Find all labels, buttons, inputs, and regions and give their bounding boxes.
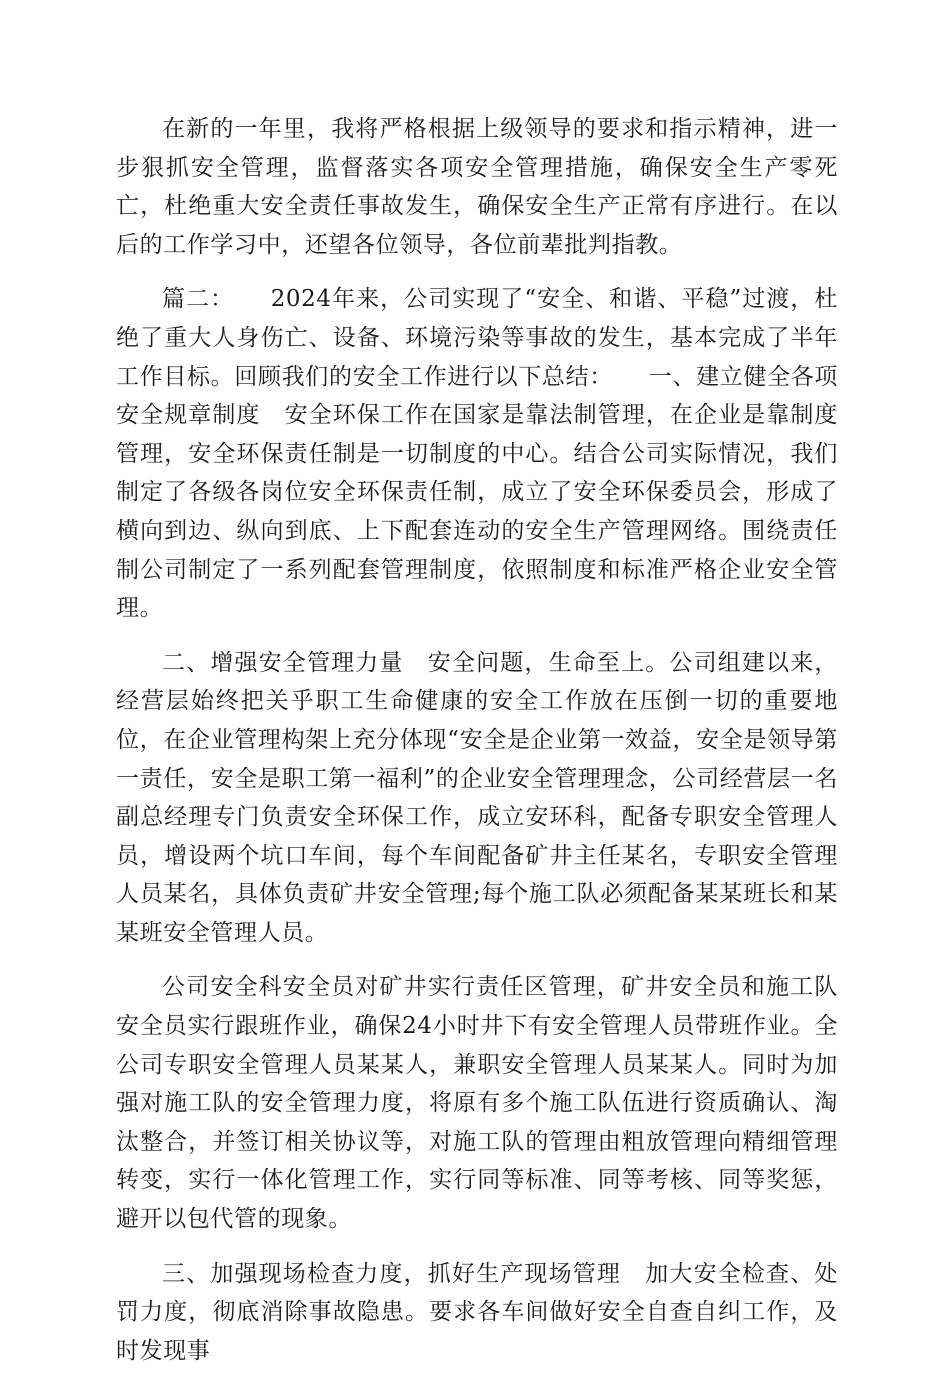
paragraph-work-plan: 在新的一年里，我将严格根据上级领导的要求和指示精神，进一步狠抓安全管理，监督落实各项安全管理措施，确保安全生产零死亡，杜绝重大安全责任事故发生，确保安全生产正常有序进行。在以后的工作学习中，还望各位领导，各位前辈批判指教。	[116, 116, 838, 258]
paragraph-zone-management: 公司安全科安全员对矿井实行责任区管理，矿井安全员和施工队安全员实行跟班作业，确保24小时井下有安全管理人员带班作业。全公司专职安全管理人员某某人，兼职安全管理人员某某人。同时为加强对施工队的安全管理力度，将原有多个施工队伍进行资质确认、淘汰整合，并签订相关协议等，对施工队的管理由粗放管理向精细管理转变，实行一体化管理工作，实行同等标准、同等考核、同等奖惩，避开以包代管的现象。	[116, 974, 838, 1233]
paragraph-safety-staffing: 二、增强安全管理力量 安全问题，生命至上。公司组建以来，经营层始终把关乎职工生命健康的安全工作放在压倒一切的重要地位，在企业管理构架上充分体现“安全是企业第一效益，安全是领导第一责任，安全是职工第一福利”的企业安全管理理念，公司经营层一名副总经理专门负责安全环保工作，成立安环科，配备专职安全管理人员，增设两个坑口车间，每个车间配备矿井主任某名，专职安全管理人员某名，具体负责矿井安全管理;每个施工队必须配备某某班长和某某班安全管理人员。	[116, 649, 838, 946]
paragraph-part-two-intro: 篇二： 2024年来，公司实现了“安全、和谐、平稳”过渡，杜绝了重大人身伤亡、设备、环境污染等事故的发生，基本完成了半年工作目标。回顾我们的安全工作进行以下总结： 一、建立健全各项安全规章制度 安全环保工作在国家是靠法制管理，在企业是靠制度管理，安全环保责任制是一切制度的中心。结合公司实际情况，我们制定了各级各岗位安全环保责任制，成立了安全环保委员会，形成了横向到边、纵向到底、上下配套连动的安全生产管理网络。围绕责任制公司制定了一系列配套管理制度，依照制度和标准严格企业安全管理。	[116, 286, 838, 622]
paragraph-site-inspection: 三、加强现场检查力度，抓好生产现场管理 加大安全检查、处罚力度，彻底消除事故隐患。要求各车间做好安全自查自纠工作，及时发现事	[116, 1260, 838, 1364]
document-page	[116, 110, 838, 1386]
